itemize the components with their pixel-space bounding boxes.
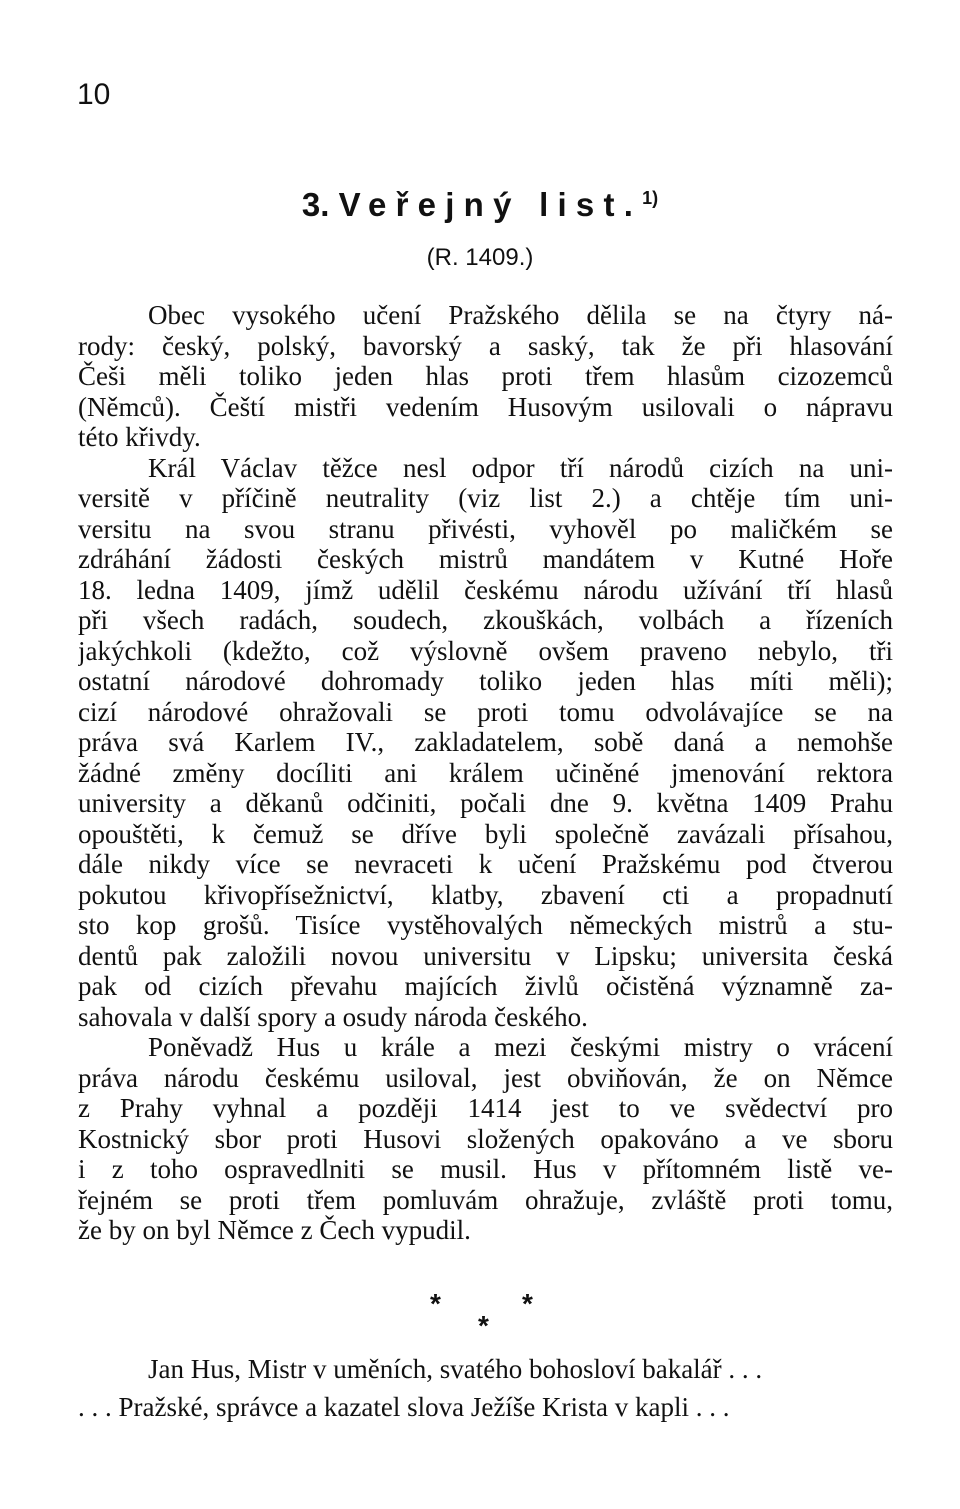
text-line: Kostnický sbor proti Husovi složených opakováno a ve sboru — [78, 1123, 893, 1154]
text-line: pak od cizích převahu majících živlů očistěná významně za- — [78, 971, 893, 1001]
text-line: (Němců). Čeští mistři vedením Husovým usilovali o nápravu — [78, 391, 893, 422]
closing-text — [78, 1350, 893, 1426]
paragraph-1 — [78, 300, 893, 453]
text-line: jakýchkoli (kdežto, což výslovně ovšem praveno nebylo, tři — [78, 635, 893, 666]
title-text: Veřejný list. — [338, 186, 643, 223]
text-line: Obec vysokého učení Pražského dělila se na čtyry ná- — [148, 300, 893, 330]
text-line: z Prahy vyhnal a později 1414 jest to ve svědectví pro — [78, 1093, 893, 1123]
footnote-mark: 1) — [642, 188, 659, 208]
text-line: cizí národové ohražovali se proti tomu odvolávajíce se na — [78, 696, 893, 727]
text-line: versitě v příčině neutrality (viz list 2.) a chtěje tím uni- — [78, 483, 893, 513]
text-line: práva národu českému usiloval, jest obviňován, že on Němce — [78, 1062, 893, 1093]
text-line: řejném se proti třem pomluvám ohražuje, zvláště proti tomu, — [78, 1184, 893, 1215]
text-line: této křivdy. — [78, 422, 201, 452]
text-line: Češi měli toliko jeden hlas proti třem hlasům cizozemců — [78, 361, 893, 391]
document-title — [0, 186, 960, 224]
paragraph-2 — [78, 453, 893, 1033]
text-line: Poněvadž Hus u krále a mezi českými mistry o vrácení — [148, 1032, 893, 1062]
text-line: práva svá Karlem IV., zakladatelem, sobě daná a nemohše — [78, 727, 893, 757]
text-line: sahovala v další spory a osudy národa českého. — [78, 1001, 588, 1032]
text-line: opouštěti, k čemuž se dříve byli společně zavázali přísahou, — [78, 818, 893, 849]
text-line: pokutou křivopřísežnictví, klatby, zbavení cti a propadnutí — [78, 879, 893, 910]
document-date: (R. 1409.) — [426, 244, 534, 271]
text-line: dentů pak založili novou universitu v Lipsku; universita česká — [78, 940, 893, 971]
text-line: 18. ledna 1409, jímž udělil českému národu užívání tří hlasů — [78, 574, 893, 605]
text-line: že by on byl Němce z Čech vypudil. — [78, 1215, 471, 1245]
text-line: rody: český, polský, bavorský a saský, tak že při hlasování — [78, 330, 893, 361]
text-line: ostatní národové dohromady toliko jeden hlas míti měli); — [78, 666, 893, 696]
text-line: Král Václav těžce nesl odpor tří národů cizích na uni- — [148, 452, 893, 483]
text-line: žádné změny docíliti ani králem učiněné jmenování rektora — [78, 757, 893, 788]
text-line: university a děkanů odčiniti, počali dne 9. května 1409 Prahu — [78, 788, 893, 818]
text-line: dále nikdy více se nevraceti k učení Pražskému pod čtverou — [78, 849, 893, 879]
page-number: 10 — [77, 78, 111, 111]
text-line: sto kop grošů. Tisíce vystěhovalých německých mistrů a stu- — [78, 910, 893, 940]
text-line: Jan Hus, Mistr v uměních, svatého bohosloví bakalář . . . — [148, 1354, 763, 1384]
asterisk-mark: * — [430, 1288, 441, 1319]
body-text — [78, 300, 893, 1246]
title-number: 3. — [301, 186, 330, 223]
paragraph-3 — [78, 1032, 893, 1246]
asterisk-mark: * — [522, 1288, 533, 1319]
text-line: . . . Pražské, správce a kazatel slova Ježíše Krista v kapli . . . — [78, 1392, 730, 1422]
text-line: při všech radách, soudech, zkouškách, volbách a řízeních — [78, 605, 893, 635]
text-line: i z toho ospravedlniti se musil. Hus v přítomném listě ve- — [78, 1154, 893, 1184]
asterisk-mark: * — [478, 1310, 489, 1341]
text-line: zdráhání žádosti českých mistrů mandátem v Kutné Hoře — [78, 544, 893, 574]
text-line: versitu na svou stranu přivésti, vyhověl po maličkém se — [78, 513, 893, 544]
